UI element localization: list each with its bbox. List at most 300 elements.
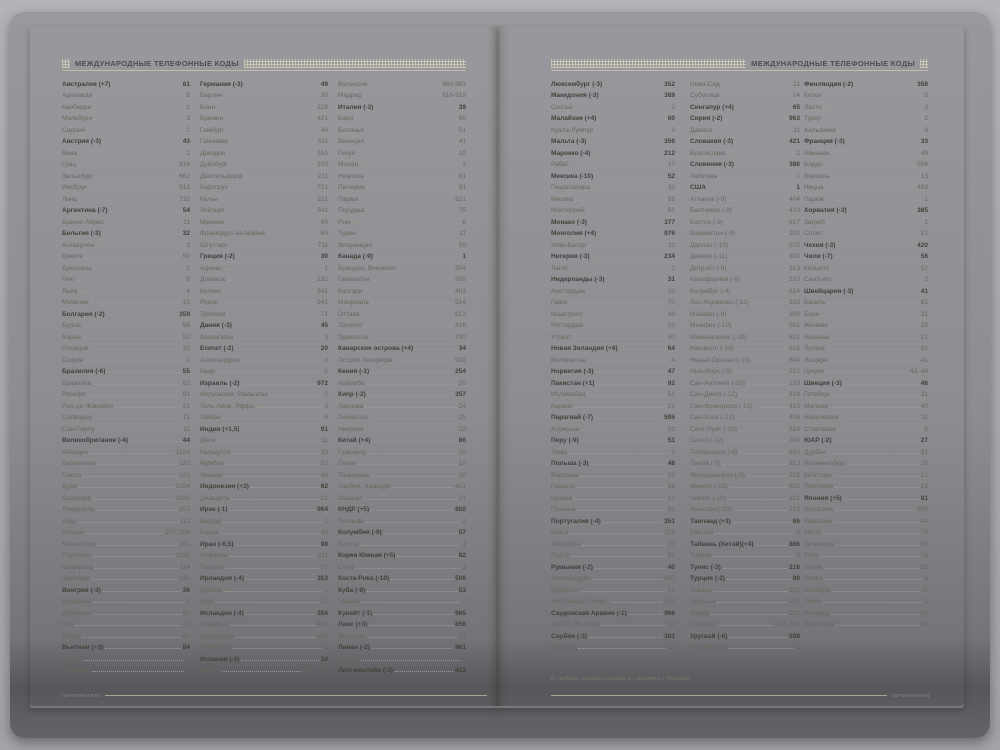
entry-name: Претория xyxy=(804,483,833,490)
city-code-row xyxy=(62,548,190,560)
country-code-row xyxy=(338,525,466,537)
entry-code: 613 xyxy=(455,310,466,318)
dot-leader xyxy=(832,177,919,178)
country-code-row xyxy=(338,663,466,675)
country-code-row xyxy=(551,410,675,422)
country-code-row xyxy=(62,640,190,652)
entry-name: Лугано xyxy=(804,345,825,352)
page-footer xyxy=(62,691,487,699)
dot-leader xyxy=(360,165,460,166)
entry-code: 2 xyxy=(324,368,328,375)
city-code-row xyxy=(690,272,800,284)
entry-name: Линц xyxy=(62,195,78,203)
entry-name: Гданьск xyxy=(551,483,575,490)
city-code-row xyxy=(551,99,675,111)
entry-code: 389 xyxy=(664,92,675,99)
city-code-row xyxy=(62,99,190,111)
city-code-row xyxy=(338,203,466,215)
city-code-row xyxy=(551,548,675,560)
entry-code: 1 xyxy=(462,655,466,663)
entry-name: Дрезден xyxy=(200,149,226,157)
entry-name: Берн xyxy=(804,310,820,318)
city-code-row xyxy=(200,364,328,376)
entry-code: 421 xyxy=(317,115,328,122)
city-code-row xyxy=(690,467,800,479)
entry-name: Португалия (-4) xyxy=(551,517,601,525)
dot-leader xyxy=(256,407,323,408)
dot-leader xyxy=(587,395,665,396)
entry-name: Бургас xyxy=(62,322,83,329)
dot-leader xyxy=(739,430,787,431)
dot-leader xyxy=(844,384,919,385)
dot-leader xyxy=(366,177,457,178)
dot-leader xyxy=(394,361,453,362)
entry-code: 504 xyxy=(789,356,800,364)
country-code-row xyxy=(551,226,675,238)
dot-leader xyxy=(93,108,184,109)
entry-code: 305 xyxy=(789,310,800,318)
dot-leader xyxy=(821,556,919,557)
entry-code: 1 xyxy=(462,540,466,548)
dot-leader xyxy=(94,269,185,270)
city-code-row xyxy=(62,157,190,169)
entry-name: Дания (-3) xyxy=(200,322,232,329)
entry-name: Лайла, Эр-Рияд xyxy=(551,621,600,628)
dot-leader xyxy=(726,441,787,442)
city-code-row xyxy=(62,249,190,261)
city-code-row xyxy=(551,122,675,134)
city-code-row xyxy=(690,456,800,468)
dot-leader xyxy=(848,464,919,465)
country-code-row xyxy=(338,617,466,629)
entry-name: Бухарест xyxy=(551,586,579,594)
entry-name: Флоренция xyxy=(338,241,372,249)
dot-leader xyxy=(96,510,177,511)
entry-code: 52 xyxy=(667,172,675,180)
entry-code: 69 xyxy=(320,230,328,237)
entry-name: Великобритания (-4) xyxy=(62,437,128,444)
dot-leader xyxy=(115,407,181,408)
entry-name: Мальта (-3) xyxy=(551,138,587,145)
entry-code: 617 xyxy=(789,218,800,226)
dot-leader xyxy=(105,648,180,649)
entry-code: 12 xyxy=(920,483,928,490)
entry-name: Чикаго (-10) xyxy=(690,494,726,502)
entry-name: Джакарта xyxy=(200,494,229,502)
city-code-row xyxy=(804,513,928,525)
entry-code: 232 xyxy=(317,276,328,283)
entry-name: Неаполь xyxy=(338,172,365,180)
entry-name: Версаль xyxy=(804,172,830,180)
entry-code: 1 xyxy=(186,149,190,157)
entry-name: Найроби xyxy=(338,379,365,387)
entry-code: 91 xyxy=(920,345,928,352)
dot-leader xyxy=(94,96,184,97)
entry-code: 20 xyxy=(320,345,328,352)
dot-leader xyxy=(357,154,457,155)
entry-name: Мемфис (-10) xyxy=(690,322,732,329)
entry-code: 52 xyxy=(920,563,928,571)
entry-code: 210 xyxy=(789,379,800,387)
entry-name: Индия (+1,5) xyxy=(200,425,240,433)
entry-code: 7 xyxy=(462,598,466,605)
entry-code: 11 xyxy=(793,126,800,134)
city-code-row xyxy=(200,490,328,502)
entry-name: Гаага xyxy=(551,299,568,306)
country-code-row xyxy=(690,99,800,111)
dot-leader xyxy=(83,338,181,339)
entry-name: Словакия (-3) xyxy=(690,138,734,145)
city-code-row xyxy=(690,490,800,502)
entry-code: 91 xyxy=(458,184,466,191)
entry-code: 310 xyxy=(789,276,800,283)
entry-name: Ливерпуль xyxy=(62,506,95,513)
entry-name: Брюссель xyxy=(62,264,92,272)
entry-name: Лагос xyxy=(551,264,568,272)
city-code-row xyxy=(551,536,675,548)
dot-leader xyxy=(729,257,787,258)
entry-code: 4 xyxy=(324,414,328,421)
dot-leader xyxy=(103,234,181,235)
dot-leader xyxy=(827,303,918,304)
dot-leader xyxy=(233,648,322,649)
dot-leader xyxy=(228,280,315,281)
entry-code: 420 xyxy=(917,241,928,249)
dot-leader xyxy=(370,418,457,419)
entry-name: Вена xyxy=(62,149,78,157)
page-left xyxy=(30,26,497,706)
dot-leader xyxy=(587,292,666,293)
entry-name: Бостон (-9) xyxy=(690,218,724,226)
entry-name: Тяньцзинь xyxy=(338,471,370,479)
entry-name: Лос-Анджелес (-12) xyxy=(690,299,749,306)
entry-name: Познань xyxy=(551,506,577,513)
dot-leader xyxy=(825,579,923,580)
entry-name: Анкара xyxy=(690,586,712,594)
entry-code: 910-919 xyxy=(442,92,466,99)
header-pattern-left xyxy=(62,59,70,68)
entry-code: 713 xyxy=(789,506,800,513)
entry-name: Родос xyxy=(200,299,219,306)
dot-leader xyxy=(601,96,662,97)
dot-leader xyxy=(593,579,662,580)
entry-name: Перуджа xyxy=(338,207,365,214)
dot-leader xyxy=(736,108,791,109)
entry-name: Скопье xyxy=(551,103,573,111)
dot-leader xyxy=(747,476,787,477)
entry-name: Милан xyxy=(338,161,359,168)
city-code-row xyxy=(551,490,675,502)
dot-leader xyxy=(834,522,919,523)
entry-name: Хошимин xyxy=(62,667,91,674)
city-code-row xyxy=(62,88,190,100)
dot-leader xyxy=(736,165,787,166)
entry-code: 212, 216 xyxy=(774,621,800,628)
city-code-row xyxy=(200,226,328,238)
entry-name: Будапешт xyxy=(62,598,92,605)
entry-name: Рейкьявик xyxy=(200,644,231,651)
city-code-row xyxy=(551,594,675,606)
dot-leader xyxy=(832,395,919,396)
country-code-row xyxy=(804,283,928,295)
dot-leader xyxy=(595,418,662,419)
entry-code: 55 xyxy=(458,241,466,249)
dot-leader xyxy=(736,418,787,419)
entry-name: Турин xyxy=(338,230,356,237)
entry-name: Гетеборг xyxy=(804,391,831,398)
entry-code: 25 xyxy=(458,414,466,421)
dot-leader xyxy=(366,142,457,143)
entry-name: Франция (-3) xyxy=(804,138,845,145)
entry-code: 121 xyxy=(179,460,190,467)
city-code-row xyxy=(804,145,928,157)
entry-code: 312 xyxy=(789,586,800,594)
entry-code: 972 xyxy=(789,241,800,249)
city-code-row xyxy=(200,99,328,111)
entry-code: 2 xyxy=(462,563,466,571)
entry-name: Грац xyxy=(62,161,77,168)
city-code-row xyxy=(338,134,466,146)
entry-name: Тегеран xyxy=(200,563,224,571)
entry-code: 204 xyxy=(455,264,466,272)
dot-leader xyxy=(229,510,315,511)
dot-leader xyxy=(620,349,666,350)
dot-leader xyxy=(711,614,787,615)
city-code-row xyxy=(62,272,190,284)
country-code-row xyxy=(200,76,328,88)
dot-leader xyxy=(216,602,319,603)
city-code-row xyxy=(804,180,928,192)
entry-code: 2 xyxy=(924,115,928,122)
entry-code: 221 xyxy=(317,195,328,203)
entry-code: 357 xyxy=(455,391,466,398)
entry-name: Торонто xyxy=(338,322,363,329)
dot-leader xyxy=(112,85,180,86)
country-code-row xyxy=(200,318,328,330)
dot-leader xyxy=(368,395,453,396)
dot-leader xyxy=(110,211,181,212)
entry-name: Эдмонтон xyxy=(338,333,369,341)
entry-code: 2 xyxy=(924,276,928,283)
entry-code: 4 xyxy=(186,655,190,663)
entry-name: Утрехт xyxy=(551,333,572,341)
city-code-row xyxy=(690,214,800,226)
entry-code: 12 xyxy=(667,494,675,502)
country-code-row xyxy=(551,249,675,261)
dot-leader xyxy=(739,453,787,454)
dot-leader xyxy=(364,499,457,500)
city-code-row xyxy=(62,168,190,180)
entry-code: 62 xyxy=(182,632,190,640)
entry-name: Сегед xyxy=(62,632,80,640)
entry-name: Австралия (+7) xyxy=(62,80,111,88)
country-code-row xyxy=(804,134,928,146)
entry-name: Дебрецен xyxy=(62,609,92,617)
entry-name: КНДР (+5) xyxy=(338,506,370,513)
entry-name: Рабат xyxy=(551,161,569,168)
entry-name: Лахти xyxy=(804,103,822,111)
city-code-row xyxy=(551,283,675,295)
entry-code: 22 xyxy=(458,425,466,433)
city-code-row xyxy=(551,318,675,330)
city-code-row xyxy=(338,318,466,330)
entry-name: Веллингтон xyxy=(551,356,587,364)
entry-name: Китай (+4) xyxy=(338,437,371,444)
entry-name: Дурбан xyxy=(804,448,827,456)
dot-leader xyxy=(91,303,181,304)
entry-code: 254 xyxy=(455,368,466,375)
dot-leader xyxy=(821,315,919,316)
dot-leader xyxy=(580,476,665,477)
dot-leader xyxy=(367,591,457,592)
entry-name: Никосия xyxy=(338,425,364,433)
dot-leader xyxy=(747,384,787,385)
entry-code: 2392 xyxy=(175,552,190,559)
country-code-row xyxy=(338,605,466,617)
dot-leader xyxy=(629,614,662,615)
page-header xyxy=(62,56,466,71)
entry-name: Дамаск xyxy=(690,126,713,134)
country-code-row xyxy=(690,180,800,192)
entry-code: 61 xyxy=(667,506,675,513)
entry-name: Бразилия (-6) xyxy=(62,368,106,375)
entry-name: Бразилиа xyxy=(62,379,92,387)
dot-leader xyxy=(844,499,919,500)
entry-name: Венеция xyxy=(338,138,365,145)
city-code-row xyxy=(804,559,928,571)
dot-leader xyxy=(729,637,787,638)
entry-name: Токио xyxy=(804,598,822,605)
entry-name: Базель xyxy=(804,299,826,306)
entry-name: ЮАР (-2) xyxy=(804,437,832,444)
dot-leader xyxy=(77,280,184,281)
page-title: МЕЖДУНАРОДНЫЕ ТЕЛЕФОННЫЕ КОДЫ xyxy=(751,58,915,68)
city-code-row xyxy=(804,111,928,123)
entry-code: 21 xyxy=(320,494,328,502)
dot-leader xyxy=(592,188,666,189)
dot-leader xyxy=(830,326,919,327)
entry-code: 22 xyxy=(667,552,675,559)
city-code-row xyxy=(200,387,328,399)
dot-leader xyxy=(374,614,453,615)
dot-leader xyxy=(733,326,787,327)
country-code-row xyxy=(338,502,466,514)
entry-code: 511 xyxy=(317,138,328,145)
city-code-row xyxy=(338,467,466,479)
entry-code: 90 xyxy=(792,575,800,582)
dot-leader xyxy=(87,131,184,132)
dot-leader xyxy=(371,510,453,511)
entry-name: Исламабад xyxy=(551,391,586,398)
dot-leader xyxy=(723,568,787,569)
entry-code: 52 xyxy=(182,609,190,617)
entry-name: Мюнхен xyxy=(200,218,225,226)
entry-name: Мумбаи xyxy=(200,460,224,467)
city-code-row xyxy=(62,191,190,203)
dot-leader xyxy=(834,441,919,442)
codes-column xyxy=(62,76,190,674)
country-code-row xyxy=(200,479,328,491)
city-code-row xyxy=(338,329,466,341)
city-code-row xyxy=(200,456,328,468)
dot-leader xyxy=(226,131,319,132)
entry-code: 81 xyxy=(667,207,675,214)
entry-code: 21 xyxy=(458,494,466,502)
entry-code: 2 xyxy=(796,149,800,157)
entry-code: 51 xyxy=(667,391,675,398)
entry-name: Афины xyxy=(200,264,222,272)
entry-code: 61 xyxy=(182,379,190,387)
entry-name: Филадельфия (-9) xyxy=(690,471,745,479)
entry-code: 856 xyxy=(455,621,466,628)
dot-leader xyxy=(372,441,456,442)
entry-code: 602 xyxy=(789,483,800,490)
entry-name: Исландия (-4) xyxy=(200,609,244,617)
entry-code: 1 xyxy=(924,195,928,203)
dot-leader xyxy=(242,361,323,362)
entry-name: Люксембург (-3) xyxy=(551,80,603,88)
dot-leader xyxy=(607,280,666,281)
country-code-row xyxy=(62,76,190,88)
entry-name: Лондон xyxy=(62,529,85,536)
entry-name: Абердин xyxy=(62,448,89,456)
entry-code: 2 xyxy=(796,529,800,536)
city-code-row xyxy=(62,180,190,192)
dot-leader xyxy=(352,223,460,224)
entry-code: 2 xyxy=(462,517,466,525)
entry-name: Берлин xyxy=(200,92,223,99)
entry-name: Гавана xyxy=(338,598,359,605)
country-code-row xyxy=(62,364,190,376)
dot-leader xyxy=(825,165,915,166)
dot-leader xyxy=(592,257,662,258)
entry-name: Сингапур (+4) xyxy=(690,103,734,111)
entry-code: 9 xyxy=(924,126,928,134)
dot-leader xyxy=(79,522,178,523)
entry-code: 50 xyxy=(182,253,190,260)
entry-code: 92 xyxy=(667,379,675,387)
city-code-row xyxy=(200,444,328,456)
entry-name: Греция (-2) xyxy=(200,253,235,260)
entry-name: Ирак (-1) xyxy=(200,506,228,513)
header-pattern-right xyxy=(244,59,466,68)
entry-name: Кипр (-2) xyxy=(338,391,366,398)
dot-leader xyxy=(242,384,316,385)
entry-name: Остров Тенерифе xyxy=(338,356,393,364)
city-code-row xyxy=(690,352,800,364)
entry-name: Сеул xyxy=(338,563,354,571)
entry-name: Колумбия (-9) xyxy=(338,529,382,536)
dot-leader xyxy=(581,441,666,442)
dot-leader xyxy=(415,349,457,350)
dot-leader xyxy=(220,303,315,304)
entry-code: 850 xyxy=(455,506,466,513)
country-code-row xyxy=(551,76,675,88)
entry-code: 22 xyxy=(320,460,328,467)
dot-leader xyxy=(79,487,174,488)
entry-code: 81 xyxy=(458,172,466,180)
country-code-row xyxy=(804,249,928,261)
entry-code: 377 xyxy=(664,218,675,226)
dot-leader xyxy=(830,361,919,362)
entry-name: Иерусалим, Рамаллах xyxy=(200,391,268,398)
entry-name: Бирмингем xyxy=(62,460,96,467)
entry-name: Бонн xyxy=(200,103,216,111)
entry-name: Тель-Авив, Яффа xyxy=(200,402,254,410)
entry-code: 75 xyxy=(458,207,466,214)
country-code-row xyxy=(62,582,190,594)
entry-code: 1 xyxy=(186,598,190,605)
